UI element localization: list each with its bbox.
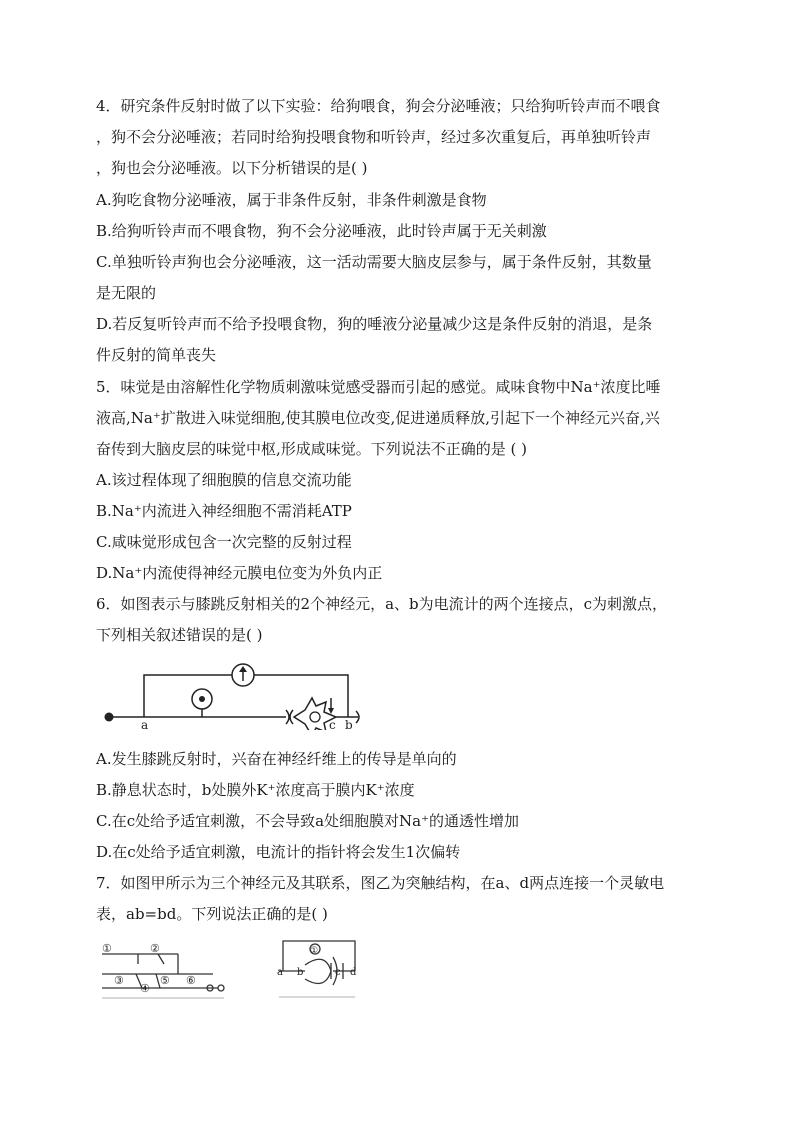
receptor-dot (105, 713, 114, 722)
q5-stem-line-2: 液高,Na⁺扩散进入味觉细胞,使其膜电位改变,促进递质释放,引起下一个神经元兴奋,兴 (96, 409, 660, 427)
nucleus (310, 712, 320, 722)
q6-neuron-figure (100, 660, 370, 730)
label-3: ③ (114, 974, 124, 987)
q7-stem-line-1: 7．如图甲所示为三个神经元及其联系，图乙为突触结构，在a、d两点连接一个灵敏电 (96, 874, 665, 892)
label-d: d (350, 967, 357, 978)
label-a: a (277, 967, 283, 978)
q6-stem-line-2: 下列相关叙述错误的是( ) (96, 626, 263, 644)
q5-option-c: C.咸味觉形成包含一次完整的反射过程 (96, 533, 352, 551)
q6-stem-line-1: 6．如图表示与膝跳反射相关的2个神经元，a、b为电流计的两个连接点，c为刺激点， (96, 595, 668, 613)
q5-option-a: A.该过程体现了细胞膜的信息交流功能 (96, 471, 352, 489)
q4-stem-line-2: ，狗不会分泌唾液；若同时给狗投喂食物和听铃声，经过多次重复后，再单独听铃声 (96, 128, 652, 146)
q4-option-c-line-1: C.单独听铃声狗也会分泌唾液，这一活动需要大脑皮层参与，属于条件反射，其数量 (96, 253, 652, 271)
q4-option-c-line-2: 是无限的 (96, 284, 157, 302)
q5-option-b: B.Na⁺内流进入神经细胞不需消耗ATP (96, 502, 352, 520)
q6-option-a: A.发生膝跳反射时，兴奋在神经纤维上的传导是单向的 (96, 750, 457, 768)
q4-stem-line-3: ，狗也会分泌唾液。以下分析错误的是( ) (96, 159, 368, 177)
q5-option-d: D.Na⁺内流使得神经元膜电位变为外负内正 (96, 564, 383, 582)
q4-option-b: B.给狗听铃声而不喂食物，狗不会分泌唾液，此时铃声属于无关刺激 (96, 222, 547, 240)
q5-stem-line-3: 奋传到大脑皮层的味觉中枢,形成咸味觉。下列说法不正确的是 ( ) (96, 440, 528, 458)
q4-option-d-line-1: D.若反复听铃声而不给予投喂食物，狗的唾液分泌量减少这是条件反射的消退，是条 (96, 315, 653, 333)
label-5: ⑤ (160, 974, 170, 987)
q7-figure-yi (275, 935, 359, 1001)
label-b: b (345, 718, 353, 730)
label-c: c (329, 718, 336, 730)
q6-option-b: B.静息状态时，b处膜外K⁺浓度高于膜内K⁺浓度 (96, 781, 415, 799)
label-c: c (335, 967, 341, 978)
label-4: ④ (140, 982, 150, 995)
q4-option-d-line-2: 件反射的简单丧失 (96, 346, 217, 364)
label-b: b (297, 967, 304, 978)
label-1: ① (102, 942, 112, 955)
label-a: a (141, 718, 149, 730)
label-circle-1: ① (310, 946, 319, 956)
q5-stem-line-1: 5．味觉是由溶解性化学物质刺激味觉感受器而引起的感觉。咸味食物中Na⁺浓度比唾 (96, 378, 661, 396)
q6-option-c: C.在c处给予适宜刺激，不会导致a处细胞膜对Na⁺的通透性增加 (96, 812, 520, 830)
label-2: ② (150, 942, 160, 955)
galvanometer-icon (232, 664, 254, 686)
q7-stem-line-2: 表，ab=bd。下列说法正确的是( ) (96, 905, 328, 923)
q4-stem-line-1: 4．研究条件反射时做了以下实验：给狗喂食，狗会分泌唾液；只给狗听铃声而不喂食 (96, 97, 661, 115)
q7-figure-jia (98, 936, 228, 1000)
q4-option-a: A.狗吃食物分泌唾液，属于非条件反射，非条件刺激是食物 (96, 191, 487, 209)
q6-option-d: D.在c处给予适宜刺激，电流计的指针将会发生1次偏转 (96, 843, 461, 861)
label-6: ⑥ (186, 974, 196, 987)
